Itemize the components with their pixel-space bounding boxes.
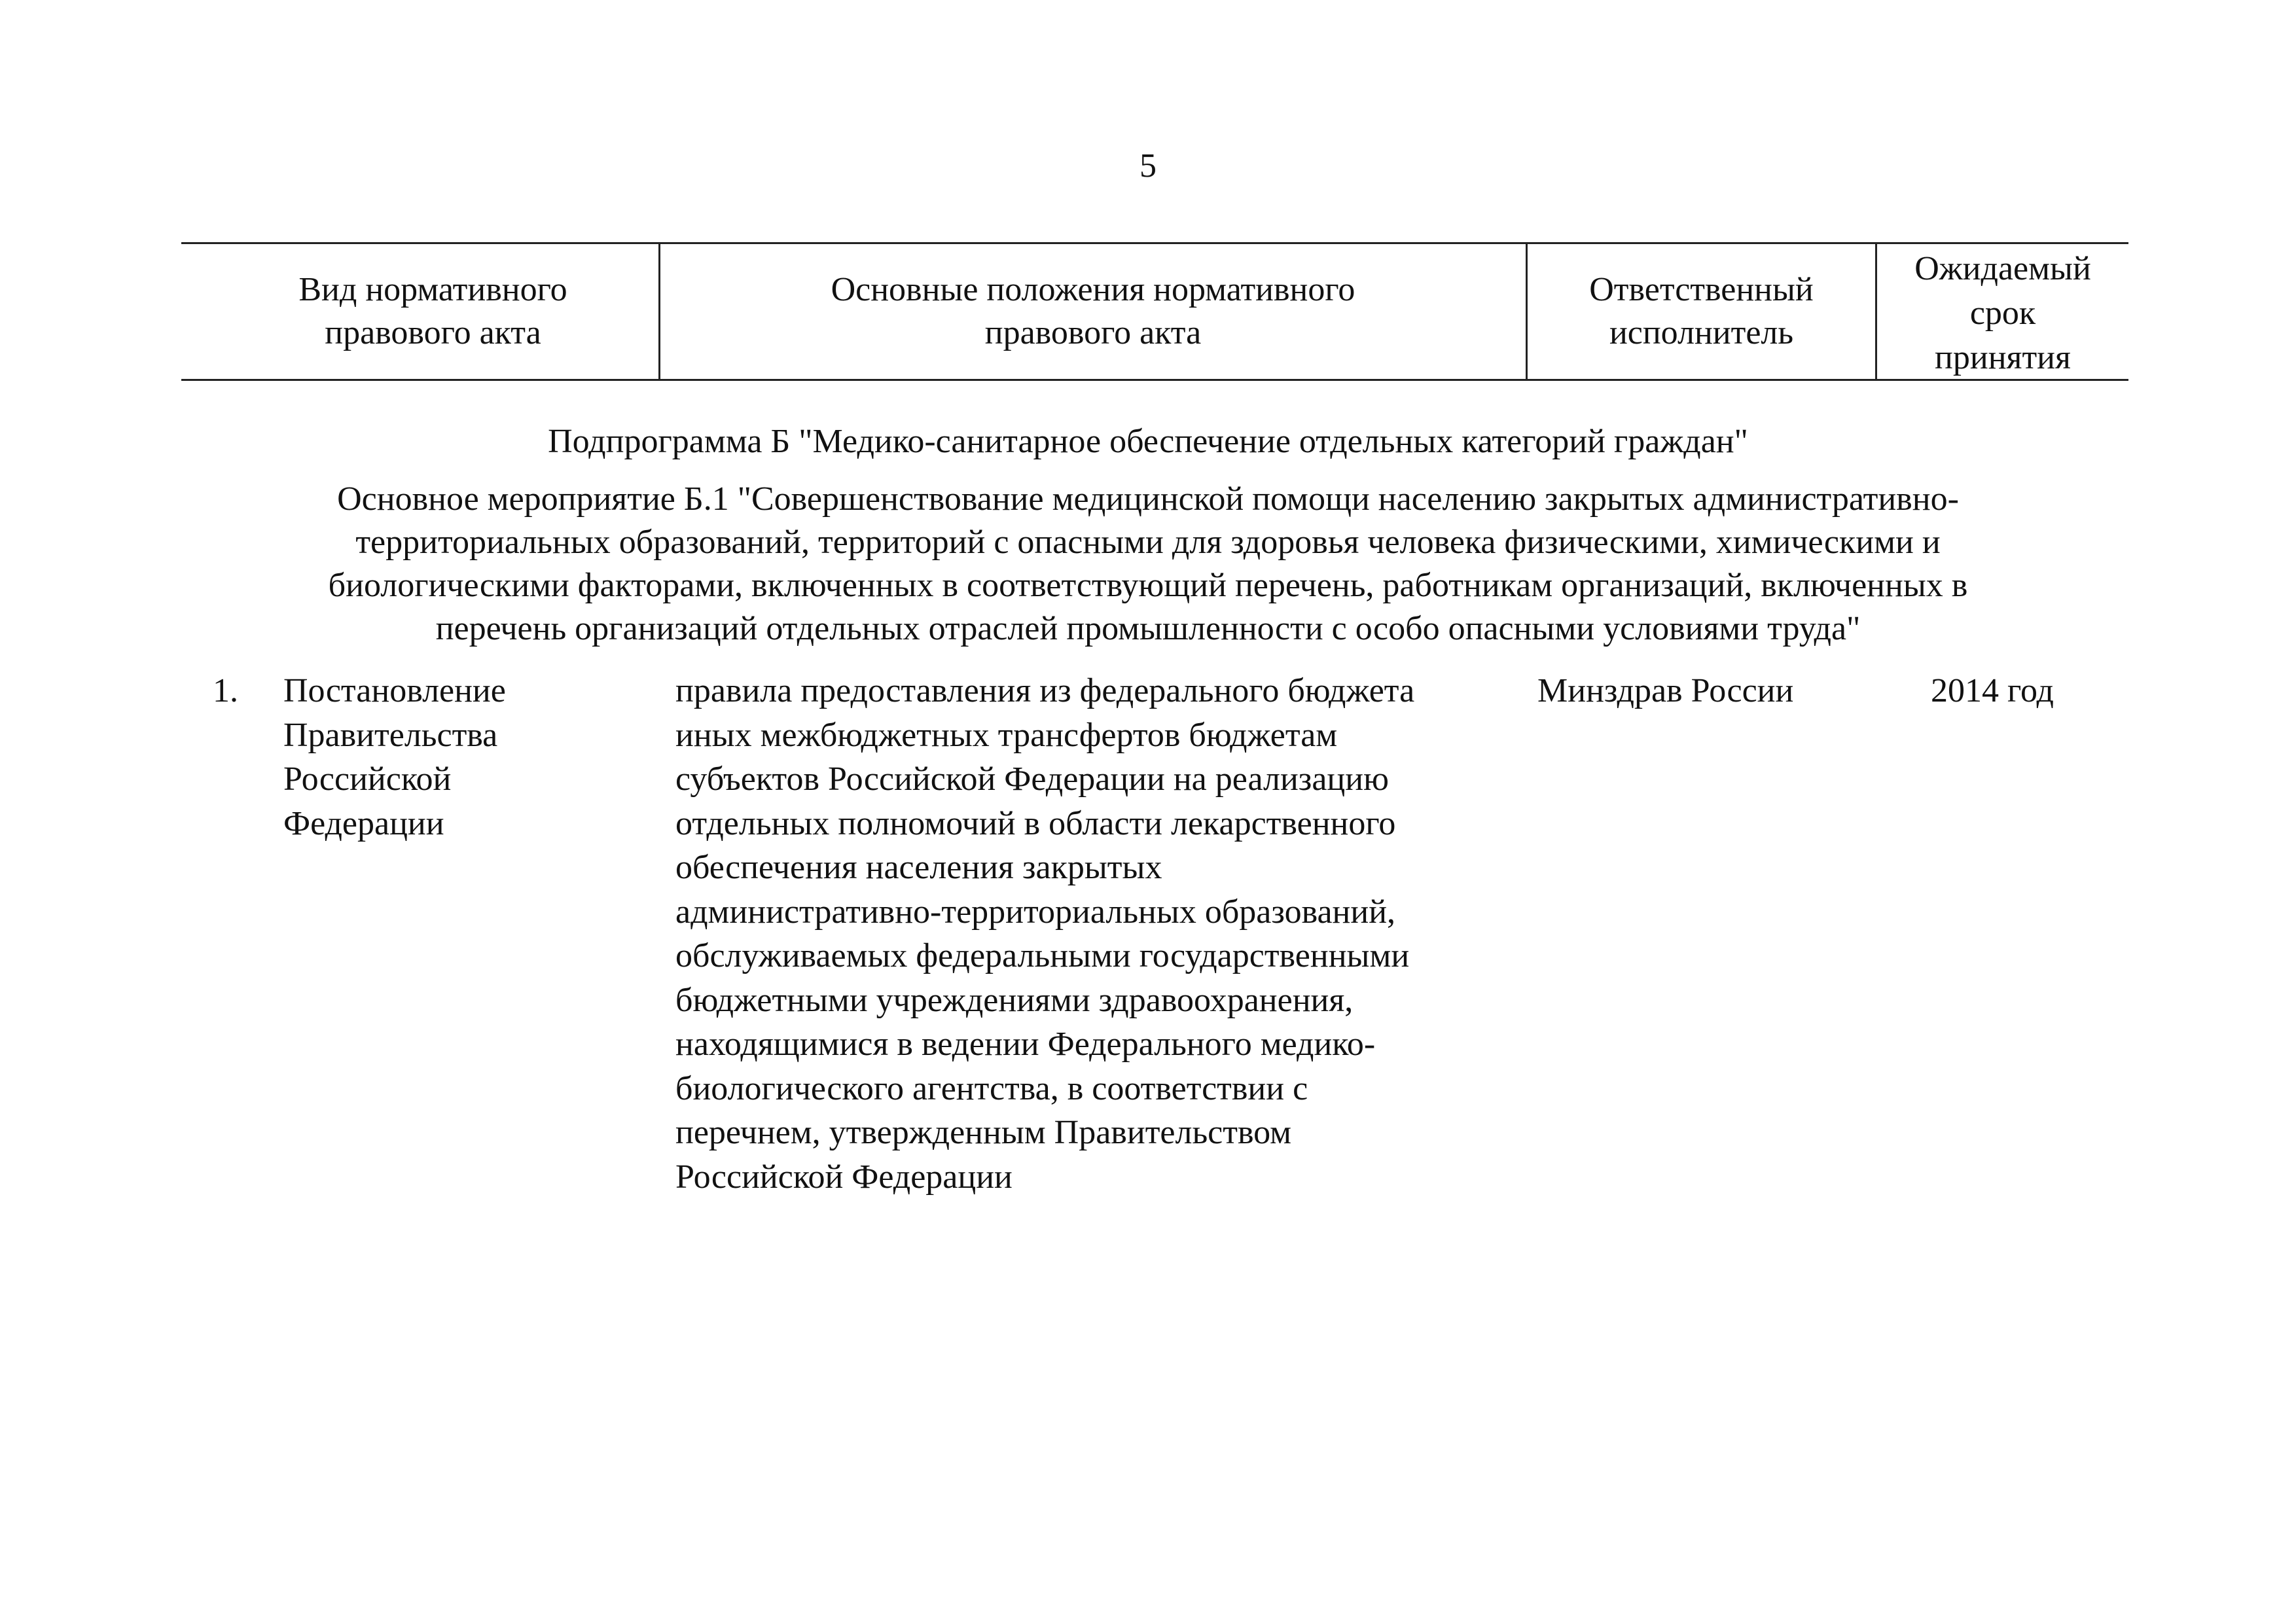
header-col-act-type xyxy=(181,244,660,379)
row-number: 1. xyxy=(213,672,238,709)
header-col-deadline-label: Ожидаемый срок принятия xyxy=(1914,250,2091,376)
header-col-responsible xyxy=(1528,244,1877,379)
header-col-deadline xyxy=(1877,244,2128,379)
table-header xyxy=(181,242,2128,381)
main-activity-title: Основное мероприятие Б.1 "Совершенствование медицинской помощи населению закрытых административно- территориальных образований, территорий с опасными для здоровья человека физическими, химическими и биологическими факторами, включенных в соответствующий перечень, работникам организаций, включенных в перечень организаций отдельных отраслей промышленности с особо опасными условиями труда" xyxy=(328,480,1968,647)
page-number: 5 xyxy=(1139,147,1157,185)
row-deadline: 2014 год xyxy=(1931,672,2054,709)
header-col-provisions-label: Основные положения нормативного правового акта xyxy=(831,271,1355,351)
row-provisions: правила предоставления из федерального бюджета иных межбюджетных трансфертов бюджетам субъектов Российской Федерации на реализацию отдельных полномочий в области лекарственного обеспечения населения закрытых административно-территориальных образований, обслуживаемых федеральными государственными бюджетными учреждениями здравоохранения, находящимися в ведении Федерального медико- биологического агентства, в соответствии с перечнем, утвержденным Правительством Российской Федерации xyxy=(675,672,1415,1196)
header-col-responsible-label: Ответственный исполнитель xyxy=(1589,271,1814,351)
subprogram-title: Подпрограмма Б "Медико-санитарное обеспечение отдельных категорий граждан" xyxy=(548,423,1748,460)
row-act-type: Постановление Правительства Российской Федерации xyxy=(283,672,506,842)
header-col-provisions xyxy=(660,244,1528,379)
header-col-act-type-label: Вид нормативного правового акта xyxy=(298,271,567,351)
row-responsible: Минздрав России xyxy=(1537,672,1794,709)
